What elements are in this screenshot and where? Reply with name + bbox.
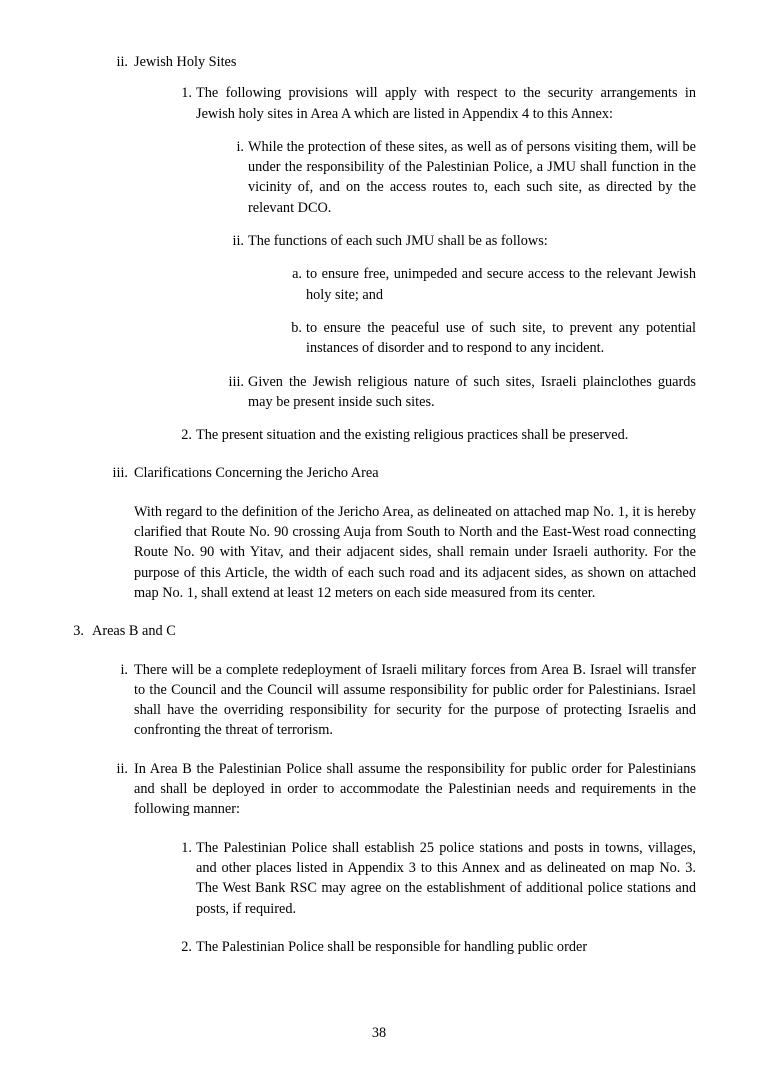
- list-text: Jewish Holy Sites: [134, 54, 237, 70]
- list-item: [170, 937, 696, 957]
- list-text: The functions of each such JMU shall be as follows:: [248, 233, 548, 250]
- list-marker: 1.: [181, 839, 192, 856]
- list-item: [108, 52, 696, 72]
- list-marker: iii.: [112, 465, 128, 482]
- list-item: [170, 838, 696, 919]
- list-text: The following provisions will apply with respect to the security arrangements in Jewish holy sites in Area A which are listed in Appendix 4 to this Annex:: [196, 85, 696, 122]
- list-item: [170, 83, 696, 124]
- list-marker: 2.: [181, 938, 192, 955]
- list-item: [224, 137, 696, 218]
- list-marker: 3.: [73, 623, 84, 640]
- list-marker: ii.: [232, 233, 244, 250]
- list-text: The present situation and the existing religious practices shall be preserved.: [196, 427, 629, 444]
- list-text: Given the Jewish religious nature of such sites, Israeli plainclothes guards may be present inside such sites.: [248, 373, 696, 410]
- list-item: [108, 463, 696, 483]
- list-item: [280, 318, 696, 359]
- list-text: While the protection of these sites, as well as of persons visiting them, will be under the responsibility of the Palestinian Police, a JMU shall function in the vicinity of, and on the access routes to, each such site, as directed by the relevant DCO.: [248, 138, 696, 216]
- list-text: In Area B the Palestinian Police shall assume the responsibility for public order for Palestinians and shall be deployed in order to accommodate the Palestinian needs and requirements in the following manner:: [134, 760, 696, 818]
- paragraph-text: With regard to the definition of the Jericho Area, as delineated on attached map No. 1, it is hereby clarified that Route No. 90 crossing Auja from South to North and the East-West road connecting Route No. 90 with Yitav, and their adjacent sides, shall remain under Israeli authority. For the purpose of this Article, the width of each such road and its adjacent sides, as shown on attached map No. 1, shall extend at least 12 meters on each side measured from its center.: [134, 503, 696, 601]
- list-item: [224, 372, 696, 413]
- list-marker: i.: [236, 138, 244, 155]
- list-text: to ensure free, unimpeded and secure access to the relevant Jewish holy site; and: [306, 266, 696, 303]
- list-text: The Palestinian Police shall establish 25 police stations and posts in towns, villages, and other places listed in Appendix 3 to this Annex and as delineated on map No. 3. The West Bank RSC may agree on the establishment of additional police stations and posts, if required.: [196, 839, 696, 917]
- list-marker: ii.: [116, 760, 128, 777]
- list-marker: 2.: [181, 427, 192, 444]
- list-item: [108, 660, 696, 741]
- list-item: [280, 264, 696, 305]
- list-text: The Palestinian Police shall be responsible for handling public order: [196, 938, 588, 955]
- list-marker: iii.: [228, 373, 244, 390]
- list-item: [108, 759, 696, 820]
- list-text: There will be a complete redeployment of Israeli military forces from Area B. Israel will transfer to the Council and the Council will assume responsibility for public order for Palestinians. Israel shall have the overriding responsibility for security for the purpose of protecting Israelis and confronting the threat of terrorism.: [134, 661, 696, 739]
- list-text: to ensure the peaceful use of such site, to prevent any potential instances of disorder and to respond to any incident.: [306, 319, 696, 357]
- list-text: Areas B and C: [92, 623, 176, 640]
- list-item: [224, 231, 696, 251]
- list-marker: b.: [291, 319, 302, 336]
- list-marker: i.: [120, 661, 128, 678]
- list-item: [62, 621, 696, 641]
- list-text: Clarifications Concerning the Jericho Area: [134, 465, 379, 482]
- list-marker: ii.: [116, 54, 128, 70]
- paragraph: [134, 502, 696, 603]
- list-marker: 1.: [181, 85, 192, 102]
- list-marker: a.: [292, 266, 302, 283]
- page-number: 38: [371, 1025, 387, 1041]
- list-item: [170, 425, 696, 445]
